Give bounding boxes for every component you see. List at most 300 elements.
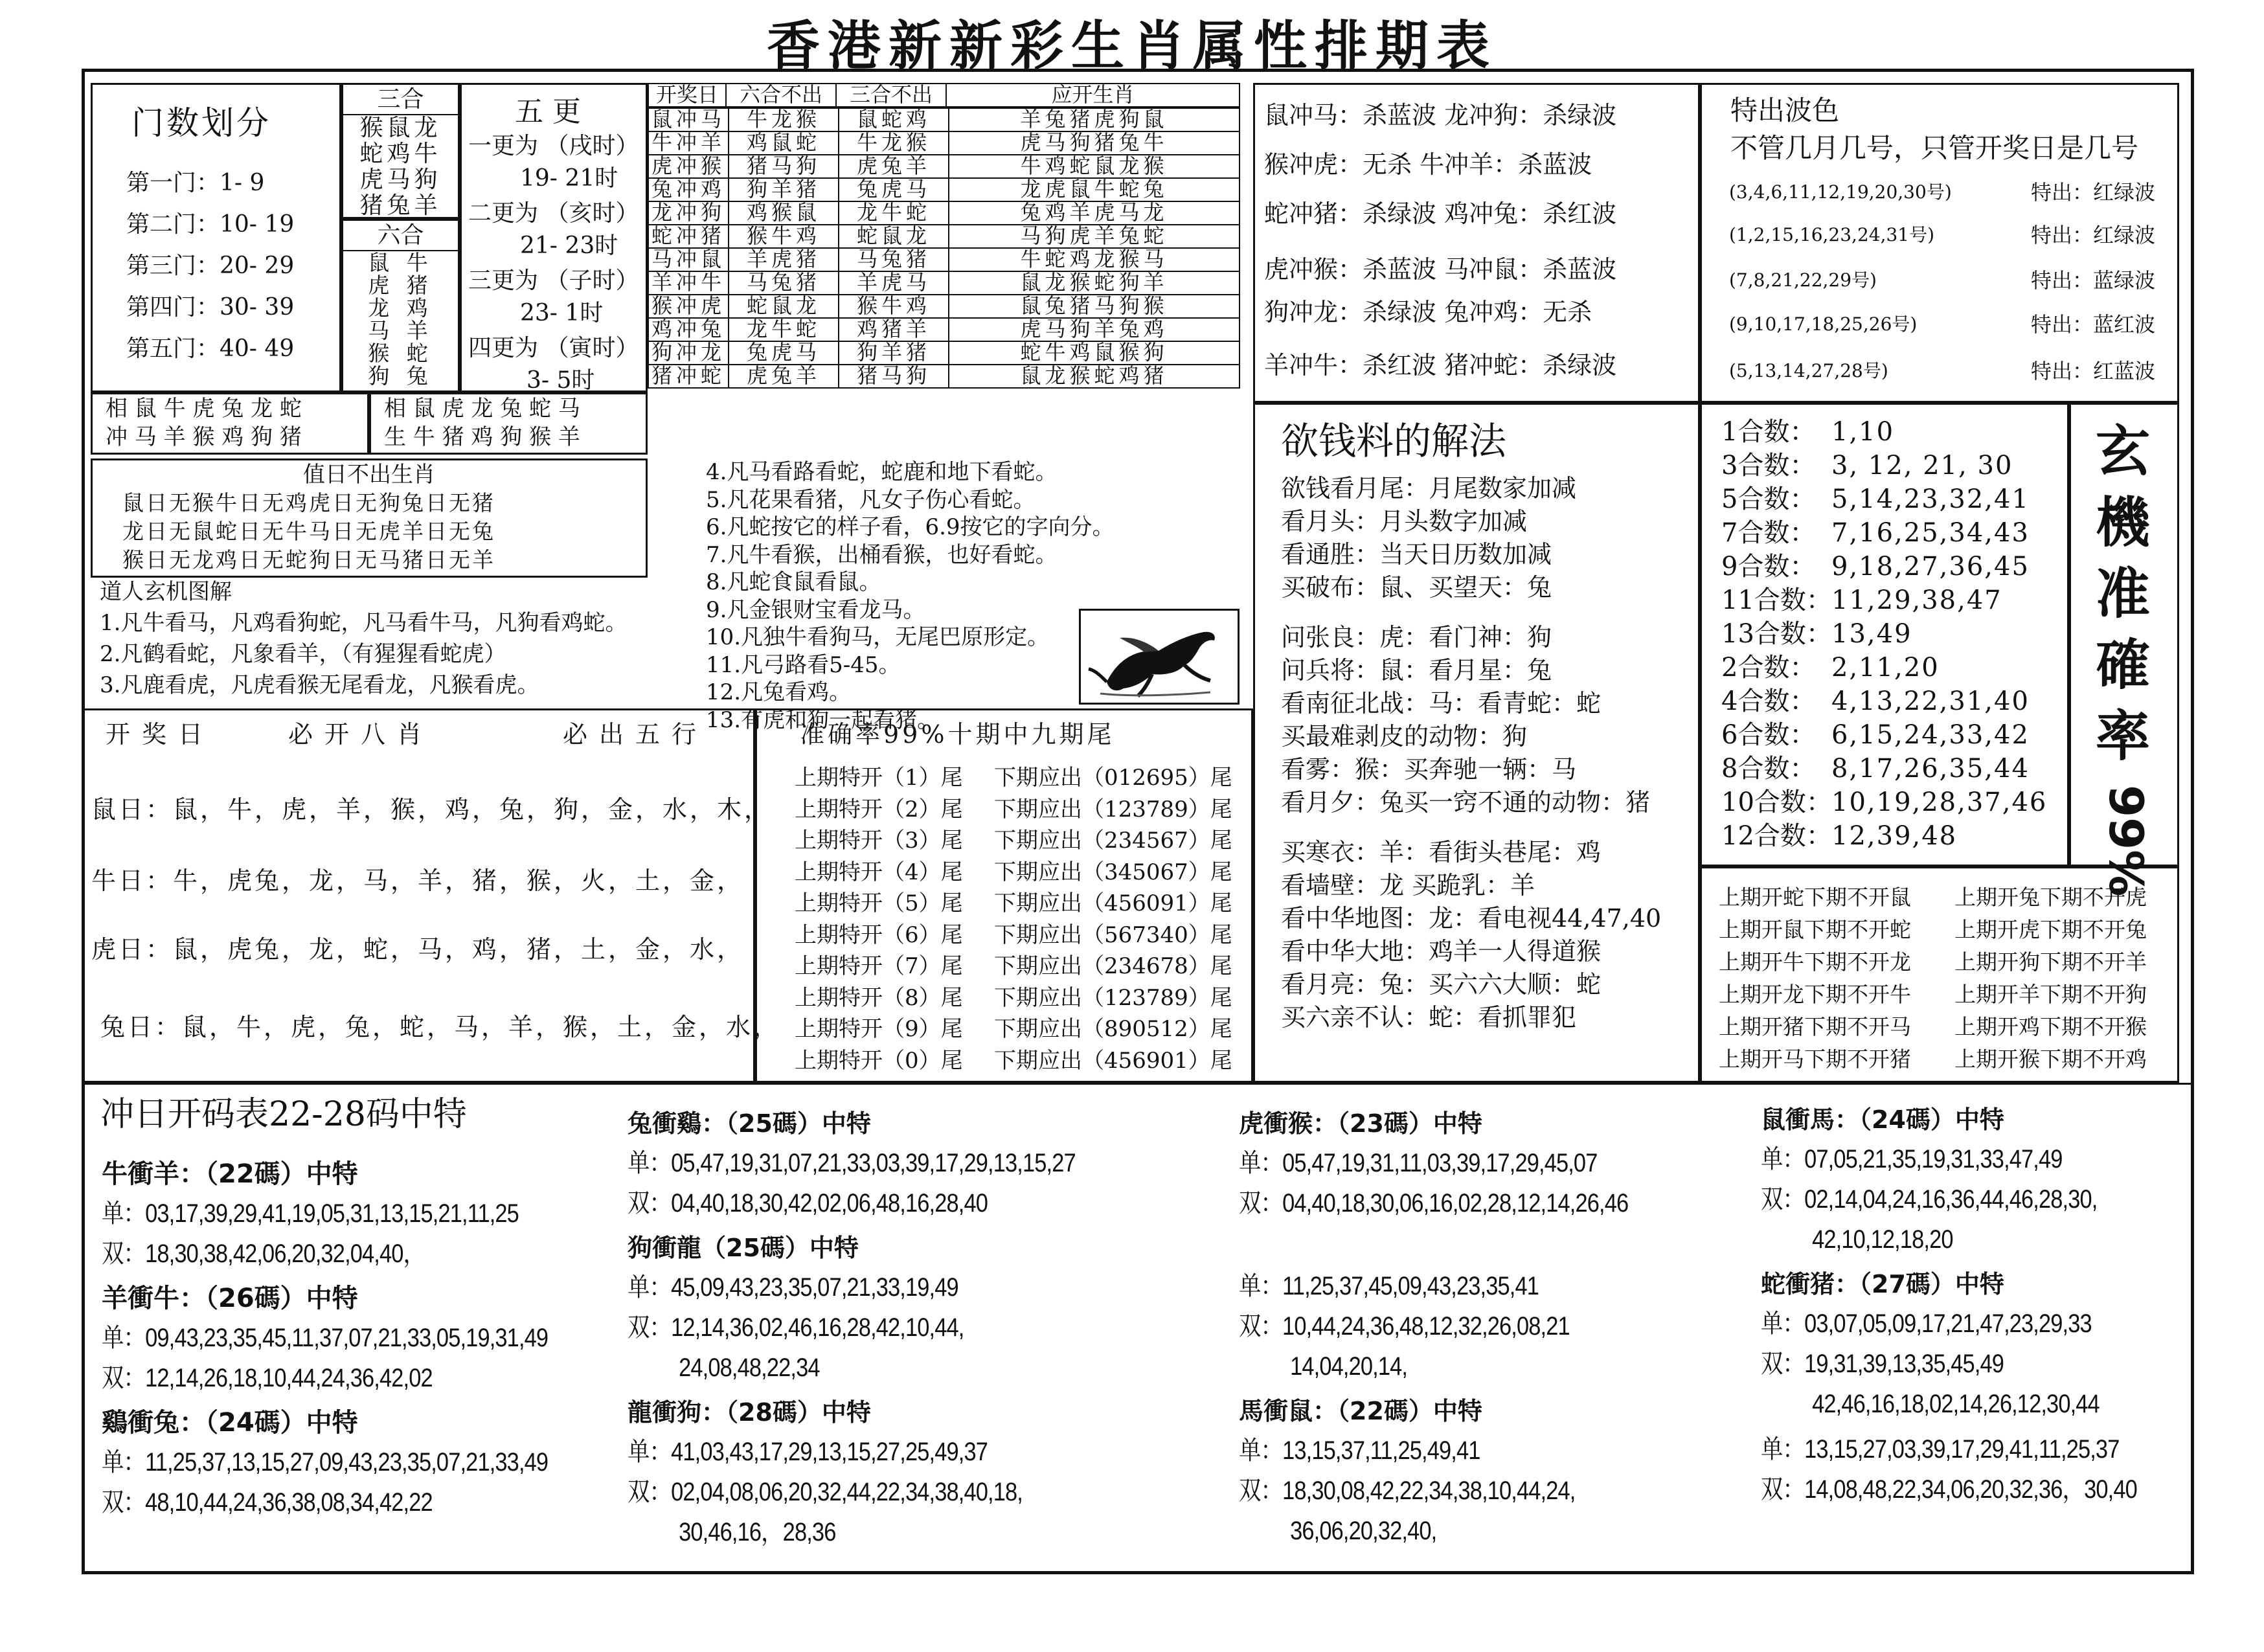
chongri-col (1761, 1100, 2198, 1515)
zhunque-last: 上期特开（7）尾 (795, 953, 963, 979)
horse-image (1079, 609, 1240, 705)
heshu-values: 2,11,20 (1831, 653, 1940, 683)
chongsha-row: 虎冲猴：杀蓝波 马冲鼠：杀蓝波 (1264, 255, 1617, 284)
wugeng-row: 23- 1时 (520, 300, 604, 326)
chongri-shuang: 双：19,31,39,13,35,45,49 (1761, 1350, 2004, 1378)
kaijiang-row (648, 155, 1240, 178)
heshu-values: 3, 12, 21, 30 (1831, 451, 2013, 481)
zhunque-row (795, 982, 1232, 1014)
sanhe-row: 虎马狗 (359, 166, 442, 193)
heshu-list (1721, 415, 2047, 853)
kaijiang-cell: 虎兔羊 (839, 155, 949, 178)
chongri-dan: 单：03,07,05,09,17,21,47,23,29,33 (1761, 1309, 2092, 1338)
chongri-shuang: 24,08,48,22,34 (679, 1353, 820, 1382)
kaijiang-cell: 羊兔猪虎狗鼠 (949, 108, 1240, 131)
yuqian-row: 看雾：猴：买奔驰一辆：马 (1281, 755, 1577, 784)
zhiri-row: 猴日无龙鸡日无蛇狗日无马猪日无羊 (122, 547, 495, 572)
chongri-dan: 单：11,25,37,13,15,27,09,43,23,35,07,21,33,49 (102, 1448, 549, 1477)
bukai-left: 上期开马下期不开猪 (1719, 1047, 1911, 1072)
zhunque-last: 上期特开（9）尾 (795, 1016, 963, 1042)
chongri-shuang: 双：14,08,48,22,34,06,20,32,36，30,40 (1761, 1475, 2137, 1504)
chongri-block (102, 1403, 620, 1522)
zhiri-row: 鼠日无猴牛日无鸡虎日无狗兔日无猪 (122, 490, 495, 515)
bukai-row (1719, 946, 2147, 979)
kaijiang-row (648, 201, 1240, 225)
zhunque-last: 上期特开（3）尾 (795, 828, 963, 854)
chongri-block (102, 1155, 620, 1274)
zhunque-row (795, 794, 1232, 826)
yuqian-row: 看墙壁：龙 买跪乳：羊 (1281, 871, 1535, 900)
heshu-row (1721, 786, 2047, 819)
heshu-row (1721, 449, 2047, 482)
heshu-values: 10,19,28,37,46 (1831, 787, 2048, 817)
liuhe-row: 鼠 牛 (368, 250, 433, 275)
heshu-label: 13合数： (1721, 619, 1832, 649)
heshu-values: 13,49 (1831, 619, 1912, 649)
fan-item: 10.凡独牛看狗马，无尾巴原形定。 (706, 624, 1050, 650)
kaijiang-row (648, 108, 1240, 131)
kaijiang-header: 开奖日 (648, 84, 726, 107)
bukai-left: 上期开猪下期不开马 (1719, 1014, 1911, 1039)
kaijiang-cell: 兔虎马 (839, 178, 949, 201)
bikai-box (82, 708, 781, 1083)
zhunque-row (795, 857, 1232, 888)
chongsha-box (1253, 83, 1700, 403)
bose-cond: (1,2,15,16,23,24,31号) (1729, 224, 1935, 245)
zhunque-next: 下期应出（234567）尾 (994, 828, 1232, 854)
zhunque-next: 下期应出（456901）尾 (994, 1047, 1232, 1074)
chongsha-row: 鼠冲马：杀蓝波 龙冲狗：杀绿波 (1264, 101, 1617, 130)
bose-result: 特出：红绿波 (2031, 180, 2156, 205)
kaijiang-cell: 蛇鼠龙 (839, 225, 949, 248)
heshu-label: 2合数： (1721, 653, 1816, 683)
chongri-title: 鷄衝兔：（24碼）中特 (102, 1408, 358, 1438)
xuanji-char: 機 (2096, 491, 2151, 554)
kaijiang-cell: 龙虎鼠牛蛇兔 (949, 178, 1240, 201)
heshu-values: 9,18,27,36,45 (1831, 552, 2030, 582)
zhiri-box (91, 458, 648, 578)
zhunque-row (795, 951, 1232, 982)
heshu-label: 12合数： (1721, 821, 1832, 851)
kaijiang-cell: 牛龙猴 (729, 108, 839, 131)
bukai-right: 上期开猴下期不开鸡 (1954, 1047, 2147, 1072)
kaijiang-cell: 狗羊猪 (839, 341, 949, 365)
chongri-dan: 单：45,09,43,23,35,07,21,33,19,49 (628, 1273, 958, 1302)
kaijiang-cell: 猪冲蛇 (648, 365, 729, 388)
zhunque-next: 下期应出（123789）尾 (994, 796, 1232, 822)
kaijiang-cell: 猴牛鸡 (839, 295, 949, 318)
bikai-header-day: 开奖日 (106, 720, 215, 749)
bose-sub: 不管几月几号，只管开奖日是几号 (1730, 132, 2139, 164)
kaijiang-cell: 龙冲狗 (648, 201, 729, 225)
wugeng-row: 一更为 （戌时） (468, 133, 639, 159)
bukai-left: 上期开牛下期不开龙 (1719, 949, 1911, 975)
yuqian-row: 问兵将：鼠：看月星：兔 (1281, 656, 1552, 685)
heshu-row (1721, 819, 2047, 853)
bukai-right: 上期开鸡下期不开猴 (1954, 1014, 2147, 1039)
heshu-row (1721, 718, 2047, 752)
zhunque-next: 下期应出（012695）尾 (994, 765, 1232, 791)
daoren-box (100, 576, 708, 706)
heshu-label: 9合数： (1721, 552, 1816, 582)
chongri-shuang: 42,10,12,18,20 (1812, 1225, 1953, 1254)
liuhe-heading: 六合 (343, 221, 458, 251)
bikai-row: 兔日：鼠，牛，虎，兔，蛇，马，羊，猴，土，金，水， (100, 1013, 781, 1041)
chongri-block (1239, 1266, 1692, 1386)
bukai-box (1700, 866, 2179, 1083)
xiangchong-row: 冲 马 羊 猴 鸡 狗 猪 (106, 424, 302, 450)
bikai-header-eight: 必开八肖 (288, 720, 434, 749)
daoren-row: 3.凡鹿看虎，凡虎看猴无尾看龙，凡猴看虎。 (100, 672, 539, 698)
men-row: 第三门：20- 29 (126, 253, 295, 279)
kaijiang-cell: 蛇牛鸡鼠猴狗 (949, 341, 1240, 365)
wugeng-row: 19- 21时 (520, 165, 618, 192)
chongri-block (1761, 1429, 2198, 1510)
zhunque-row (795, 920, 1232, 951)
yuqian-row: 看月夕：兔买一窍不通的动物：猪 (1281, 788, 1651, 817)
zhunque-row (795, 1045, 1232, 1077)
chongri-dan: 单：11,25,37,45,09,43,23,35,41 (1239, 1272, 1539, 1300)
xuanji-char: 率 (2096, 705, 2151, 768)
bukai-left: 上期开龙下期不开牛 (1719, 982, 1911, 1007)
xiangsheng-box (369, 392, 648, 455)
kaijiang-cell: 猪马狗 (729, 155, 839, 178)
xuanji-char: 玄 (2096, 420, 2151, 483)
yuqian-row: 看中华地图：龙：看电视44,47,40 (1281, 904, 1662, 933)
men-rows (126, 163, 294, 370)
chongri-block (1761, 1265, 2198, 1424)
chongri-dan: 单：41,03,43,17,29,13,15,27,25,49,37 (628, 1438, 988, 1466)
bukai-left: 上期开蛇下期不开鼠 (1719, 885, 1911, 910)
chongri-title: 龍衝狗：（28碼）中特 (628, 1398, 871, 1427)
kaijiang-cell: 羊虎猪 (729, 248, 839, 271)
kaijiang-row (648, 131, 1240, 155)
kaijiang-row (648, 225, 1240, 248)
heshu-label: 1合数： (1721, 417, 1816, 447)
chongri-dan: 单：07,05,21,35,19,31,33,47,49 (1761, 1145, 2063, 1173)
bikai-row: 鼠日：鼠，牛，虎，羊，猴，鸡，兔，狗，金，水，木， (91, 795, 772, 824)
chongri-block (628, 1228, 1148, 1388)
kaijiang-header: 三合不出 (836, 84, 946, 107)
kaijiang-cell: 鼠兔猪马狗猴 (949, 295, 1240, 318)
chongsha-row: 猴冲虎：无杀 牛冲羊：杀蓝波 (1264, 150, 1592, 179)
chongri-block (102, 1279, 620, 1398)
kaijiang-row (648, 341, 1240, 365)
chongri-dan: 单：05,47,19,31,11,03,39,17,29,45,07 (1239, 1149, 1598, 1177)
heshu-label: 11合数： (1721, 585, 1832, 615)
chongri-shuang: 双：12,14,36,02,46,16,28,42,10,44, (628, 1313, 964, 1342)
zhunque-next: 下期应出（567340）尾 (994, 922, 1232, 948)
kaijiang-cell: 猪马狗 (839, 365, 949, 388)
chongri-shuang: 双：02,14,04,24,16,36,44,46,28,30, (1761, 1185, 2098, 1214)
heshu-row (1721, 651, 2047, 685)
men-row: 第一门：1- 9 (126, 170, 265, 196)
kaijiang-table-wrap (648, 83, 1240, 458)
zhunque-next: 下期应出（345067）尾 (994, 859, 1232, 885)
heshu-values: 12,39,48 (1831, 821, 1958, 851)
daoren-heading: 道人玄机图解 (100, 579, 232, 605)
kaijiang-cell: 马兔猪 (839, 248, 949, 271)
yuqian-row: 买破布：鼠、买望天：兔 (1281, 573, 1552, 602)
bose-cond: (5,13,14,27,28号) (1729, 360, 1888, 381)
kaijiang-cell: 羊虎马 (839, 271, 949, 295)
wugeng-heading: 五 更 (515, 95, 581, 128)
kaijiang-cell: 马兔猪 (729, 271, 839, 295)
chongri-title: 鼠衝馬：（24碼）中特 (1761, 1105, 2004, 1134)
kaijiang-cell: 兔冲鸡 (648, 178, 729, 201)
zhunque-next: 下期应出（123789）尾 (994, 984, 1232, 1011)
yuqian-row: 看中华大地：鸡羊一人得道猴 (1281, 937, 1602, 966)
chongri-shuang: 42,46,16,18,02,14,26,12,30,44 (1812, 1390, 2100, 1418)
zhunque-row (795, 888, 1232, 920)
zhunque-last: 上期特开（2）尾 (795, 796, 963, 822)
chongri-dan: 单：09,43,23,35,45,11,37,07,21,33,05,19,31,49 (102, 1324, 549, 1352)
chongri-dan: 单：03,17,39,29,41,19,05,31,13,15,21,11,25 (102, 1199, 519, 1228)
wugeng-row: 3- 5时 (526, 367, 595, 394)
bukai-list (1719, 881, 2147, 1076)
kaijiang-header: 应开生肖 (946, 84, 1240, 107)
liuhe-row: 狗 兔 (368, 363, 433, 389)
bukai-right: 上期开狗下期不开羊 (1954, 949, 2147, 975)
xuanji-box (2069, 403, 2179, 897)
fan-item: 11.凡弓路看5-45。 (706, 651, 901, 678)
chongri-title: 牛衝羊：（22碼）中特 (102, 1159, 358, 1189)
heshu-label: 8合数： (1721, 754, 1816, 784)
kaijiang-cell: 羊冲牛 (648, 271, 729, 295)
kaijiang-cell: 兔鸡羊虎马龙 (949, 201, 1240, 225)
men-row: 第四门：30- 39 (126, 294, 295, 321)
liuhe-box (341, 219, 460, 392)
xuanji-char: 確 (2096, 633, 2151, 697)
heshu-row (1721, 550, 2047, 583)
chongri-title: 羊衝牛：（26碼）中特 (102, 1284, 358, 1313)
kaijiang-row (648, 248, 1240, 271)
kaijiang-cell: 牛冲羊 (648, 131, 729, 155)
zhunque-next: 下期应出（234678）尾 (994, 953, 1232, 979)
chongri-title: 虎衝猴：（23碼）中特 (1239, 1109, 1482, 1138)
bose-cond: (7,8,21,22,29号) (1729, 269, 1877, 291)
chongri-title: 馬衝鼠：（22碼）中特 (1239, 1397, 1482, 1425)
liuhe-row: 龙 鸡 (368, 295, 433, 321)
heshu-row (1721, 617, 2047, 651)
bukai-row (1719, 1011, 2147, 1043)
bukai-right: 上期开羊下期不开狗 (1954, 982, 2147, 1007)
xiangchong-row: 相 鼠 牛 虎 兔 龙 蛇 (106, 396, 302, 422)
bikai-row: 虎日：鼠，虎兔，龙，蛇，马，鸡，猪，土，金，水， (91, 935, 745, 964)
chongri-dan: 单：13,15,37,11,25,49,41 (1239, 1436, 1480, 1465)
zhunque-last: 上期特开（5）尾 (795, 890, 963, 916)
wugeng-row: 21- 23时 (520, 232, 618, 259)
heshu-values: 1,10 (1831, 417, 1895, 447)
liuhe-row: 虎 猪 (368, 273, 433, 298)
yuqian-row: 看月头：月头数字加减 (1281, 507, 1528, 536)
chongri-block (1761, 1100, 2198, 1260)
horse-icon (1081, 611, 1238, 703)
zhunque-row (795, 1013, 1232, 1045)
kaijiang-row (648, 365, 1240, 388)
liuhe-row: 马 羊 (368, 318, 433, 343)
men-box (91, 83, 341, 392)
chongri-block (1239, 1104, 1692, 1223)
zhunque-last: 上期特开（0）尾 (795, 1047, 963, 1074)
sanhe-box (341, 83, 460, 219)
heshu-values: 5,14,23,32,41 (1831, 484, 2030, 514)
chongri-shuang: 双：12,14,26,18,10,44,24,36,42,02 (102, 1364, 433, 1392)
yuqian-row: 买最难剥皮的动物：狗 (1281, 722, 1528, 751)
yuqian-list (1281, 472, 1695, 1034)
zhunque-last: 上期特开（1）尾 (795, 765, 963, 791)
heshu-row (1721, 482, 2047, 516)
kaijiang-row (648, 271, 1240, 295)
heshu-values: 11,29,38,47 (1831, 585, 2002, 615)
bose-cond: (9,10,17,18,25,26号) (1729, 313, 1918, 335)
bose-result: 特出：蓝红波 (2031, 312, 2156, 337)
kaijiang-cell: 鸡猪羊 (839, 318, 949, 341)
heshu-row (1721, 583, 2047, 617)
chongri-block (628, 1104, 1148, 1223)
chongri-heading: 冲日开码表22-28码中特 (100, 1095, 467, 1134)
chongri-shuang: 36,06,20,32,40, (1290, 1517, 1437, 1545)
sanhe-row: 猴鼠龙 (359, 115, 442, 141)
xuanji-rate: 99% (2099, 785, 2153, 897)
heshu-row (1721, 516, 2047, 550)
zhunque-list (795, 762, 1232, 1076)
yuqian-row: 看南征北战：马：看青蛇：蛇 (1281, 689, 1602, 718)
heshu-values: 8,17,26,35,44 (1831, 754, 2030, 784)
chongri-shuang: 双：02,04,08,06,20,32,44,22,34,38,40,18, (628, 1478, 1023, 1506)
bukai-row (1719, 979, 2147, 1011)
kaijiang-cell: 虎兔羊 (729, 365, 839, 388)
kaijiang-body (648, 107, 1240, 389)
zhunque-last: 上期特开（6）尾 (795, 922, 963, 948)
kaijiang-cell: 牛蛇鸡龙猴马 (949, 248, 1240, 271)
chongri-col (102, 1155, 620, 1528)
yuqian-row: 看通胜：当天日历数加减 (1281, 540, 1552, 569)
zhunque-row (795, 762, 1232, 794)
bukai-row (1719, 1043, 2147, 1076)
chongri-title: 兔衝鷄：（25碼）中特 (628, 1109, 871, 1138)
zhunque-next: 下期应出（456091）尾 (994, 890, 1232, 916)
fan-item: 6.凡蛇按它的样子看，6.9按它的字向分。 (706, 514, 1115, 540)
zhunque-last: 上期特开（4）尾 (795, 859, 963, 885)
bose-box (1700, 83, 2179, 403)
bukai-row (1719, 881, 2147, 914)
kaijiang-header: 六合不出 (726, 84, 836, 107)
chongri-title: 蛇衝猪：（27碼）中特 (1761, 1270, 2004, 1298)
chongsha-row: 羊冲牛：杀红波 猪冲蛇：杀绿波 (1264, 351, 1617, 379)
zhiri-row: 龙日无鼠蛇日无牛马日无虎羊日无兔 (122, 519, 495, 544)
xuanji-char: 准 (2096, 562, 2151, 626)
chongri-shuang: 双：48,10,44,24,36,38,08,34,42,22 (102, 1488, 433, 1517)
zhunque-last: 上期特开（8）尾 (795, 984, 963, 1011)
xiangchong-box (91, 392, 369, 455)
kaijiang-cell: 蛇鼠龙 (729, 295, 839, 318)
chongri-shuang: 双：18,30,08,42,22,34,38,10,44,24, (1239, 1477, 1576, 1505)
chongri-dan: 单：05,47,19,31,07,21,33,03,39,17,29,13,15,27 (628, 1149, 1076, 1177)
heshu-values: 7,16,25,34,43 (1831, 518, 2030, 548)
kaijiang-cell: 猴牛鸡 (729, 225, 839, 248)
yuqian-row: 欲钱看月尾：月尾数家加减 (1281, 474, 1577, 503)
chongri-shuang: 双：18,30,38,42,06,20,32,04,40， (102, 1239, 425, 1268)
men-row: 第二门：10- 19 (126, 211, 295, 238)
wugeng-row: 二更为 （亥时） (468, 200, 639, 227)
zhunque-row (795, 825, 1232, 857)
chongri-col (628, 1104, 1148, 1557)
fan-item: 5.凡花果看猪，凡女子伤心看蛇。 (706, 486, 1036, 513)
fan-item: 13.有虎和狗一起看猪。 (706, 707, 940, 733)
kaijiang-row (648, 295, 1240, 318)
yuqian-heading: 欲钱料的解法 (1281, 419, 1507, 463)
fan-item: 8.凡蛇食鼠看鼠。 (706, 569, 881, 595)
chongri-shuang: 30,46,16，28,36 (679, 1518, 836, 1546)
kaijiang-cell: 牛鸡蛇鼠龙猴 (949, 155, 1240, 178)
kaijiang-row (648, 178, 1240, 201)
kaijiang-cell: 鸡鼠蛇 (729, 131, 839, 155)
fan-item: 9.凡金银财宝看龙马。 (706, 596, 925, 623)
xiangsheng-row: 生 牛 猪 鸡 狗 猴 羊 (384, 424, 580, 450)
kaijiang-cell: 鼠蛇鸡 (839, 108, 949, 131)
yuqian-row: 买寒衣：羊：看街头巷尾：鸡 (1281, 838, 1602, 866)
kaijiang-cell: 马狗虎羊兔蛇 (949, 225, 1240, 248)
kaijiang-header-row (648, 84, 1240, 107)
chongsha-row: 蛇冲猪：杀绿波 鸡冲兔：杀红波 (1264, 199, 1617, 228)
heshu-box (1700, 403, 2069, 866)
heshu-label: 3合数： (1721, 451, 1816, 481)
kaijiang-cell: 虎马狗猪兔牛 (949, 131, 1240, 155)
liuhe-row: 猴 蛇 (368, 341, 433, 366)
chongri-block (1239, 1392, 1692, 1551)
chongri-dan: 单：13,15,27,03,39,17,29,41,11,25,37 (1761, 1435, 2120, 1464)
chongri-shuang: 双：04,40,18,30,06,16,02,28,12,14,26,46 (1239, 1189, 1629, 1217)
fan-item: 12.凡兔看鸡。 (706, 679, 852, 705)
yuqian-box (1253, 403, 1700, 1083)
wugeng-row: 四更为 （寅时） (468, 335, 639, 361)
bukai-right: 上期开虎下期不开兔 (1954, 917, 2147, 942)
chongri-title: 狗衝龍（25碼）中特 (628, 1234, 859, 1262)
yuqian-row: 看月亮：兔：买六六大顺：蛇 (1281, 970, 1602, 999)
daoren-row: 1.凡牛看马，凡鸡看狗蛇，凡马看牛马，凡狗看鸡蛇。 (100, 610, 628, 636)
sanhe-row: 猪兔羊 (359, 192, 442, 219)
zhiri-heading: 值日不出生肖 (303, 462, 435, 488)
heshu-row (1721, 415, 2047, 449)
heshu-row (1721, 752, 2047, 786)
kaijiang-cell: 鼠龙猴蛇狗羊 (949, 271, 1240, 295)
kaijiang-row (648, 318, 1240, 341)
zhunque-next: 下期应出（890512）尾 (994, 1016, 1232, 1042)
daoren-row: 2.凡鹤看蛇，凡象看羊，（有猩猩看蛇虎） (100, 641, 506, 667)
chongri-box (82, 1083, 2194, 1574)
yuqian-row (1281, 819, 1695, 836)
zhunque-heading: 准确率99%十期中九期尾 (800, 720, 1115, 749)
kaijiang-cell: 猴冲虎 (648, 295, 729, 318)
bikai-header-five: 必出五行 (563, 720, 708, 749)
xiangsheng-row: 相 鼠 虎 龙 兔 蛇 马 (384, 396, 580, 422)
yuqian-row: 买六亲不认：蛇：看抓罪犯 (1281, 1003, 1577, 1032)
chongri-shuang: 双：10,44,24,36,48,12,32,26,08,21 (1239, 1312, 1570, 1341)
bose-heading: 特出波色 (1730, 95, 1840, 126)
chongri-block (628, 1393, 1148, 1552)
kaijiang-cell: 虎马狗羊兔鸡 (949, 318, 1240, 341)
bose-result: 特出：红蓝波 (2031, 359, 2156, 383)
bukai-left: 上期开鼠下期不开蛇 (1719, 917, 1911, 942)
wugeng-row: 三更为 （子时） (468, 267, 639, 294)
kaijiang-cell: 虎冲猴 (648, 155, 729, 178)
heshu-label: 10合数： (1721, 787, 1832, 817)
heshu-row (1721, 685, 2047, 718)
kaijiang-cell: 龙牛蛇 (729, 318, 839, 341)
bukai-right: 上期开兔下期不开虎 (1954, 885, 2147, 910)
bose-result: 特出：蓝绿波 (2031, 268, 2156, 293)
